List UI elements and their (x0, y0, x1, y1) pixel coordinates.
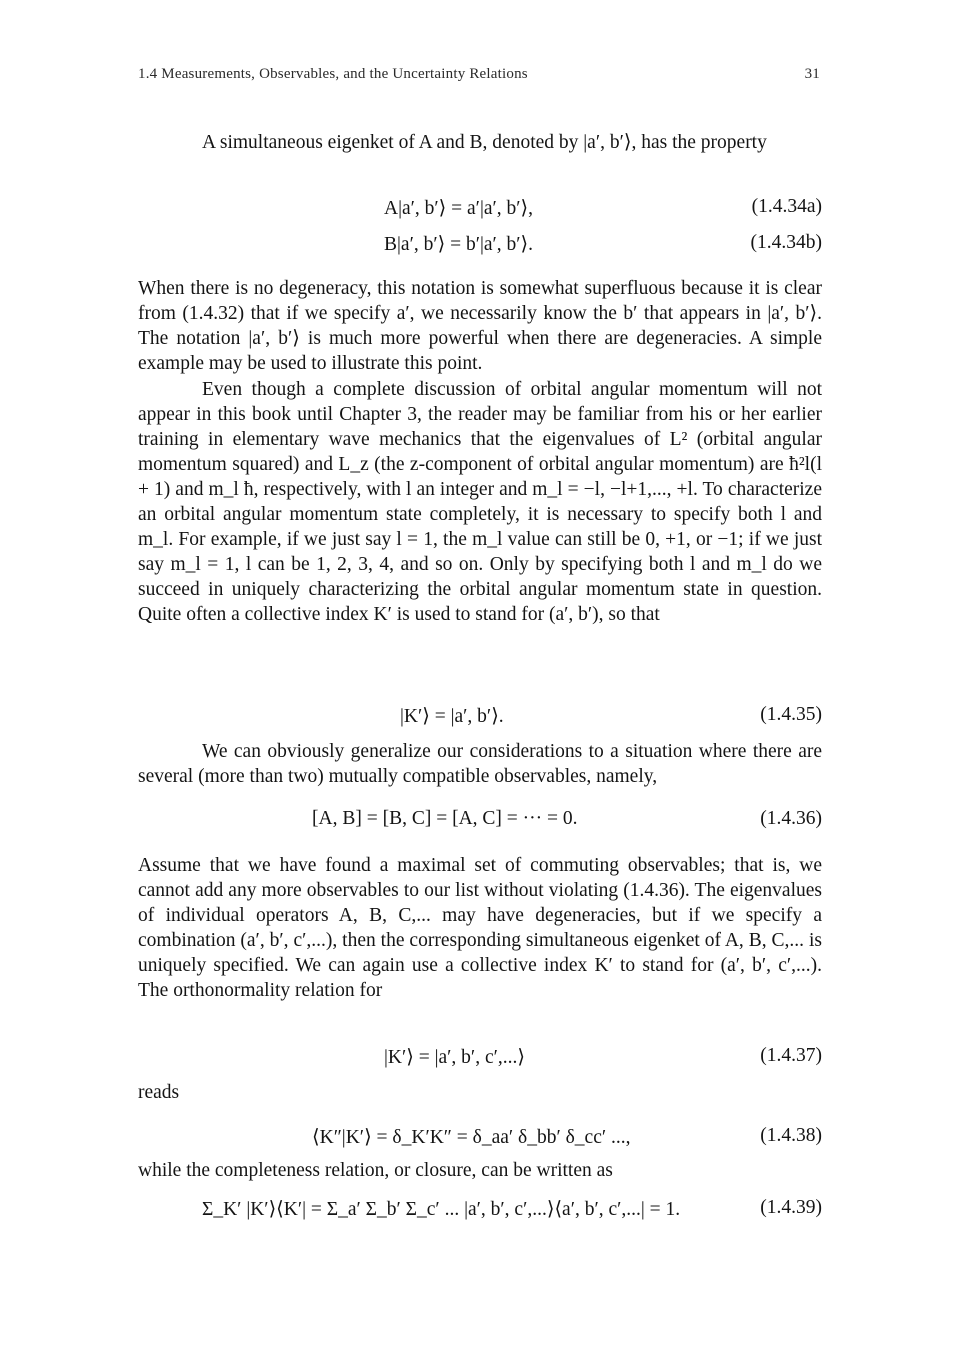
equation-number: (1.4.37) (760, 1045, 822, 1066)
paragraph-4: We can obviously generalize our considerations to a situation where there are several (more than two) mutually compatible observables, namely, (138, 741, 822, 787)
equation-1-4-34b (138, 232, 822, 260)
equation-1-4-36 (138, 808, 822, 836)
equation-number: (1.4.34a) (751, 196, 822, 217)
equation-number: (1.4.34b) (750, 232, 822, 253)
paragraph-7: while the completeness relation, or closure, can be written as (138, 1160, 613, 1181)
paragraph-6: reads (138, 1082, 180, 1103)
equation-1-4-34a (138, 196, 822, 224)
equation-1-4-39 (138, 1197, 822, 1225)
equation-number: (1.4.39) (760, 1197, 822, 1218)
paragraph-5: Assume that we have found a maximal set of commuting observables; that is, we cannot add any more observables to our list without violating (1.4.36). The eigenvalues of individual operators A, B, C,... may have degeneracies, but if we specify a combination (a′, b′, c′,...), then the corresponding simultaneous eigenket of A, B, C,... is uniquely specified. We can again use a collective index K′ to stand for (a′, b′, c′,...). The orthonormality relation for (138, 855, 822, 1001)
equation-expr: ⟨K″|K′⟩ = δ_K′K″ = δ_aa′ δ_bb′ δ_cc′ ..., (312, 1127, 631, 1148)
equation-expr: B|a′, b′⟩ = b′|a′, b′⟩. (384, 234, 534, 255)
equation-number: (1.4.35) (760, 704, 822, 725)
equation-number: (1.4.36) (760, 808, 822, 829)
paragraph-2: When there is no degeneracy, this notation is somewhat superfluous because it is clear from (1.4.32) that if we specify a′, we necessarily know the b′ that appears in |a′, b′⟩. The notation |a′, b′⟩ is much more powerful when there are degeneracies. A simple example may be used to illustrate this point. (138, 278, 822, 374)
equation-expr: Σ_K′ |K′⟩⟨K′| = Σ_a′ Σ_b′ Σ_c′ ... |a′, b′, c′,...⟩⟨a′, b′, c′,...| = 1. (202, 1199, 681, 1220)
equation-expr: |K′⟩ = |a′, b′, c′,...⟩ (384, 1047, 525, 1068)
equation-1-4-37 (138, 1045, 822, 1073)
page-number: 31 (804, 66, 820, 82)
equation-expr: |K′⟩ = |a′, b′⟩. (400, 706, 504, 727)
running-header (138, 66, 820, 83)
equation-expr: A|a′, b′⟩ = a′|a′, b′⟩, (384, 198, 534, 219)
equation-number: (1.4.38) (760, 1125, 822, 1146)
running-title: 1.4 Measurements, Observables, and the Uncertainty Relations (138, 66, 528, 82)
paragraph-1: A simultaneous eigenket of A and B, denoted by |a′, b′⟩, has the property (202, 132, 767, 153)
paragraph-3: Even though a complete discussion of orbital angular momentum will not appear in this book until Chapter 3, the reader may be familiar from his or her earlier training in elementary wave mechanics that the eigenvalues of L² (orbital angular momentum squared) and L_z (the z-component of orbital angular momentum) are ħ²l(l + 1) and m_l ħ, respectively, with l an integer and m_l = −l, −l+1,..., +l. To characterize an orbital angular momentum state completely, it is necessary to specify both l and m_l. For example, if we just say l = 1, the m_l value can still be 0, +1, or −1; if we just say m_l = 1, l can be 1, 2, 3, 4, and so on. Only by specifying both l and m_l do we succeed in uniquely characterizing the orbital angular momentum state in question. Quite often a collective index K′ is used to stand for (a′, b′), so that (138, 379, 822, 625)
equation-1-4-35 (138, 704, 822, 732)
equation-1-4-38 (138, 1125, 822, 1153)
equation-expr: [A, B] = [B, C] = [A, C] = ··· = 0. (312, 808, 578, 829)
